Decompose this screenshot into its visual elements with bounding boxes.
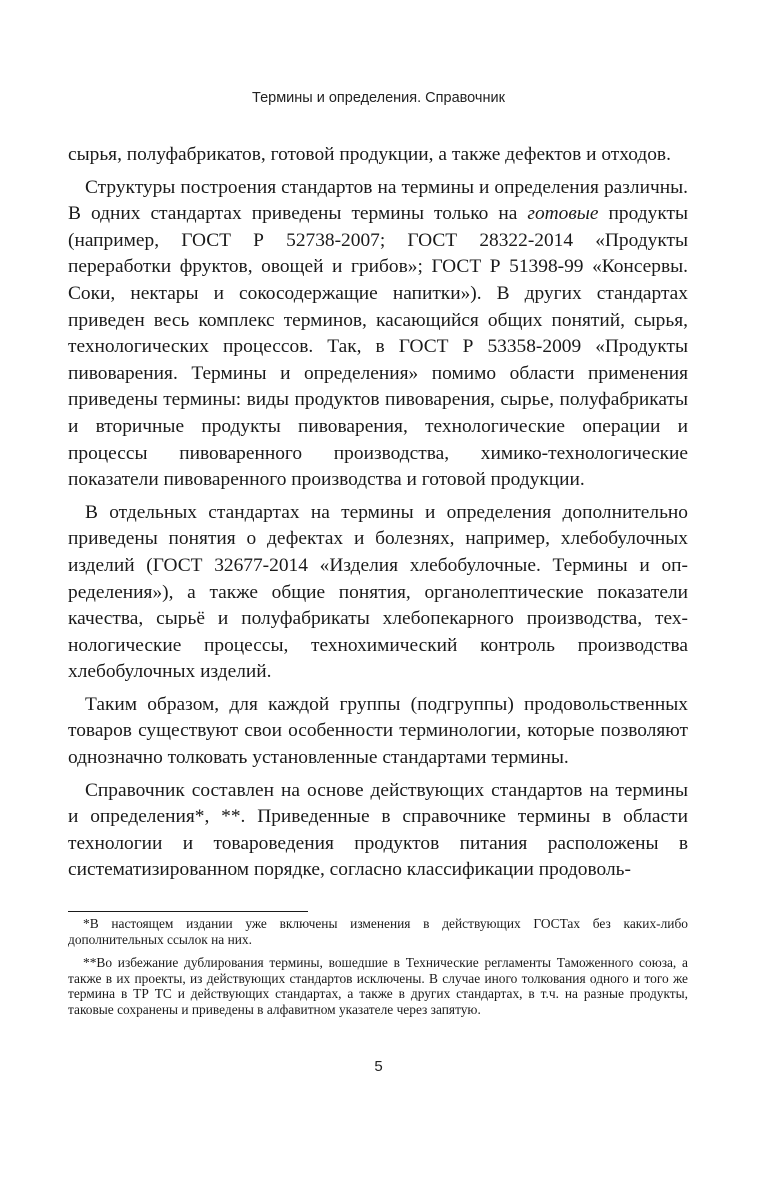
page-number: 5	[374, 1058, 383, 1075]
paragraph-reference: Справочник составлен на основе действующих стандартов на термины и определения*, **. Приведенные в справочнике термины в области технологии и товароведения продуктов питания расположены в систематизированном порядке, согласно классификации продоволь-	[68, 779, 688, 881]
footnote-2: **Во избежание дублирования термины, вошедшие в Технические регламенты Таможенного союза, а также в их проекты, из действующих стандартов исключены. В случае иного толкования одного и того же термина в ТР ТС и действующих стандартах, а также в других стандартах, в т.ч. на разные продукты, таковые сохранены и приведены в алфавитном указателе через запятую.	[68, 955, 688, 1017]
footnotes	[68, 916, 688, 1026]
paragraph-defects: В отдельных стандартах на термины и определения дополнительно приведены понятия о дефектах и болезнях, например, хлебобулочных изделий (ГОСТ 32677-2014 «Изделия хлебобулочные. Термины и определения»), а также общие понятия, органолептические показатели качества, сырьё и полуфабрикаты хлебопекарного производства, технологические процессы, технохимический контроль производства хлебобулочных изделий.	[68, 501, 688, 683]
paragraph-text: Структуры построения стандартов на термины и определения различны. В одних стандартах приведены термины только на	[68, 176, 688, 225]
running-head: Термины и определения. Справочник	[252, 90, 505, 106]
emphasis-word: готовые	[527, 203, 599, 225]
paragraph-structures	[68, 175, 688, 494]
footnote-divider	[68, 911, 308, 912]
paragraph-terminology: Таким образом, для каждой группы (подгруппы) продовольственных товаров существуют свои особенности терминологии, которые позволяют однозначно толковать установленные стандартами термины.	[68, 693, 688, 769]
main-text	[68, 142, 688, 890]
footnote-1: *В настоящем издании уже включены изменения в действующих ГОСТах без каких-либо дополнительных ссылок на них.	[68, 916, 688, 947]
paragraph-text: продукты (например, ГОСТ Р 52738-2007; ГОСТ 28322-2014 «Продукты переработки фруктов, овощей и грибов»; ГОСТ Р 51398-99 «Консервы. Соки, нектары и сокосодержащие напитки»). В других стандартах приведен весь комплекс терминов, касающийся общих понятий, сырья, технологических процессов. Так, в ГОСТ Р 53358-2009 «Продукты пивоварения. Термины и определения» помимо области применения приведены термины: виды продуктов пивоварения, сырье, полуфабрикаты и вторичные продукты пивоварения, технологические операции и процессы пивоваренного производства, химико-технологические показатели пивоваренного производства и готовой продукции.	[68, 203, 688, 491]
paragraph-continuation: сырья, полуфабрикатов, готовой продукции, а также дефектов и отходов.	[68, 144, 671, 165]
